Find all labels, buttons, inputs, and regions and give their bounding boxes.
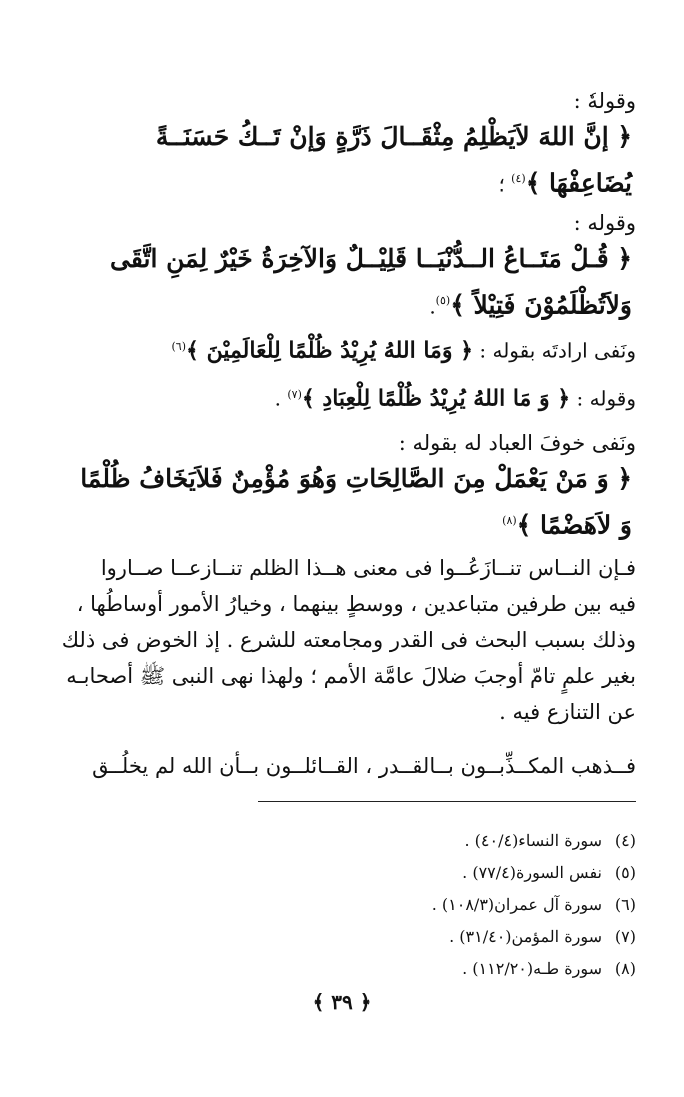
verse-line	[48, 500, 636, 546]
body-paragraph-2	[48, 748, 636, 784]
line-tail: .	[274, 386, 288, 411]
footnote-item	[216, 953, 636, 985]
verse-line: ﴿ وَ مَنْ يَعْمَلْ مِنَ الصَّالِحَاتِ وَهُوَ مُؤْمِنٌ فَلاَيَخَافُ ظُلْمًا	[80, 464, 632, 493]
verse-text: وَ لاَهَضْمًا ﴾	[516, 510, 632, 540]
footnote-text: سورة النساء(٤٠/٤) .	[464, 831, 602, 850]
verse-text: ﴿ وَمَا اللهُ يُرِيْدُ ظُلْمًا لِلْعَالَمِيْنَ ﴾	[186, 337, 474, 364]
footnote-number: (٨)	[614, 959, 636, 978]
verse-line: ﴿ إنَّ اللهَ لاَيَظْلِمُ مِثْقَــالَ ذَرَّةٍ وَإنْ تَــكُ حَسَنَــةً	[155, 122, 632, 151]
footnote-text: سورة آل عمران(١٠٨/٣) .	[431, 895, 602, 914]
footnote-number: (٥)	[614, 863, 636, 882]
footnote-ref: (٨)	[502, 514, 517, 527]
quote-intro: وقوله :	[573, 211, 636, 235]
footnote-ref: (٧)	[287, 388, 302, 401]
footnote-item	[216, 825, 636, 857]
verse-line	[48, 158, 636, 205]
footnote-divider	[258, 801, 636, 802]
quote-block-2	[48, 208, 636, 327]
quote-block-1	[48, 86, 636, 205]
footnote-text: نفس السورة(٧٧/٤) .	[462, 863, 602, 882]
footnote-text: سورة طـه(١١٢/٢٠) .	[462, 959, 602, 978]
paragraph-line: عن التنازع فيه .	[499, 700, 636, 724]
quote-intro: وقولهٗ :	[573, 89, 636, 113]
verse-tail: .	[429, 294, 436, 319]
verse-text: ﴿ وَ مَا اللهُ يُرِيْدُ ظُلْمًا لِلْعِبَادِ ﴾	[301, 385, 571, 412]
footnote-ref: (٥)	[435, 294, 451, 307]
paragraph-line: بغير علمٍ تامّ أوجبَ ضلالَ عامَّة الأمم ؛ ولهذا نهى النبى ﷺ أصحابـه	[66, 664, 636, 688]
footnote-text: سورة المؤمن(٣١/٤٠) .	[449, 927, 602, 946]
footnote-ref: (٤)	[511, 172, 526, 185]
footnote-item	[216, 857, 636, 889]
page-number: ﴿ ٣٩ ﴾	[312, 990, 372, 1014]
line-intro: وقوله :	[570, 386, 636, 411]
body-paragraph-1	[48, 550, 636, 730]
paragraph-line: وذلك بسبب البحث فى القدر ومجامعته للشرع . إذ الخوض فى ذلك	[61, 628, 636, 652]
footnote-number: (٤)	[614, 831, 636, 850]
quote-block-5	[48, 428, 636, 546]
footnote-number: (٧)	[614, 927, 636, 946]
verse-line	[48, 280, 636, 327]
footnote-item	[216, 889, 636, 921]
line-intro: ونَفى ارادتَه بقوله :	[473, 338, 636, 363]
paragraph-line: فيه بين طرفين متباعدين ، ووسطٍ بينهما ، وخيارُ الأمور أوساطُها ،	[76, 592, 636, 616]
verse-text: وَلاَتُظْلَمُوْنَ فَتِيْلاً ﴾	[450, 290, 632, 320]
quote-line-4	[48, 378, 636, 416]
paragraph-line: فــذهب المكــذِّبــون بــالقــدر ، القــائلــون بــأن الله لم يخلُــق	[92, 754, 636, 778]
paragraph-line: فـإن النــاس تنــازَعُــوا فى معنى هــذا الظلم تنــازعــا صــاروا	[100, 556, 636, 580]
verse-tail: ؛	[498, 172, 512, 197]
quote-intro: ونَفى خوفَ العباد له بقوله :	[398, 431, 636, 455]
footnote-number: (٦)	[614, 895, 636, 914]
verse-line: ﴿ قُـلْ مَتَــاعُ الــدُّنْيَــا قَلِيْــلٌ وَالآخِرَةُ خَيْرٌ لِمَنِ اتَّقَى	[110, 244, 632, 273]
footnote-item	[216, 921, 636, 953]
footnote-ref: (٦)	[171, 340, 187, 353]
verse-text: يُضَاعِفْهَا ﴾	[525, 168, 632, 198]
quote-line-3	[48, 330, 636, 368]
